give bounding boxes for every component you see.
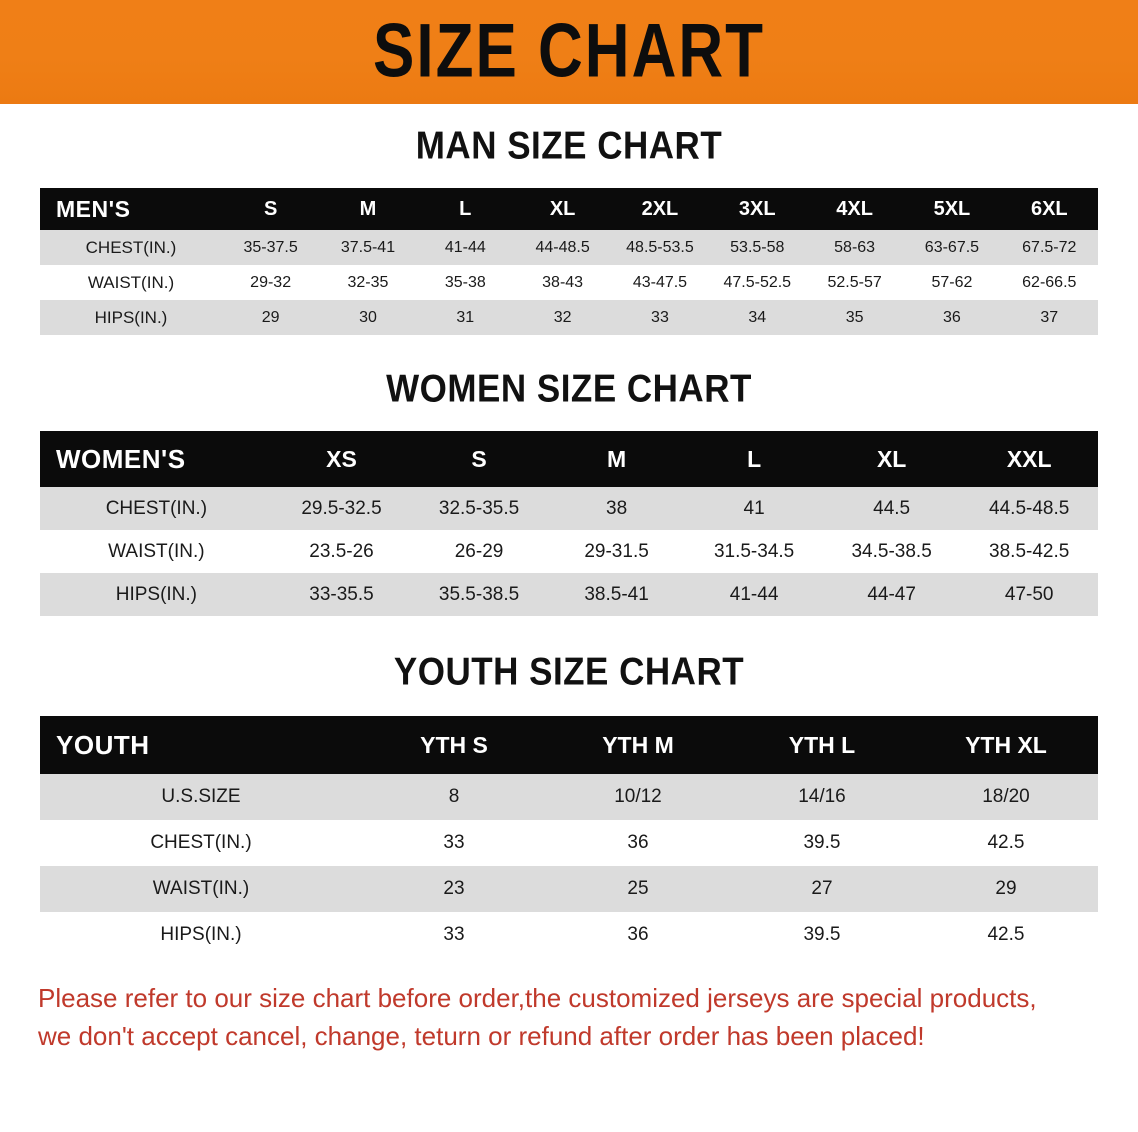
man-corner-label: MEN'S <box>40 188 222 230</box>
man-cell-2-0: 29 <box>222 300 319 335</box>
table-row <box>40 820 1098 866</box>
man-table-body <box>40 230 1098 335</box>
women-corner-label: WOMEN'S <box>40 431 273 487</box>
youth-col-1: YTH M <box>546 716 730 774</box>
man-cell-0-6: 58-63 <box>806 230 903 265</box>
women-cell-1-1: 26-29 <box>410 530 548 573</box>
man-cell-1-4: 43-47.5 <box>611 265 708 300</box>
man-cell-1-6: 52.5-57 <box>806 265 903 300</box>
women-col-5: XXL <box>960 431 1098 487</box>
man-col-5: 3XL <box>709 188 806 230</box>
man-cell-2-7: 36 <box>903 300 1000 335</box>
youth-row-label-2: WAIST(IN.) <box>40 866 362 912</box>
man-cell-2-8: 37 <box>1001 300 1098 335</box>
page-title: SIZE CHART <box>373 9 765 94</box>
man-cell-0-7: 63-67.5 <box>903 230 1000 265</box>
man-col-1: M <box>319 188 416 230</box>
man-table-header <box>40 188 1098 230</box>
youth-section-title: YOUTH SIZE CHART <box>393 649 745 694</box>
women-col-1: S <box>410 431 548 487</box>
man-cell-2-6: 35 <box>806 300 903 335</box>
man-col-0: S <box>222 188 319 230</box>
man-row-label-1: WAIST(IN.) <box>40 265 222 300</box>
table-row <box>40 300 1098 335</box>
youth-table-body <box>40 774 1098 958</box>
table-header-row <box>40 716 1098 774</box>
women-row-label-1: WAIST(IN.) <box>40 530 273 573</box>
women-table-body <box>40 487 1098 616</box>
man-cell-2-3: 32 <box>514 300 611 335</box>
youth-cell-3-2: 39.5 <box>730 912 914 958</box>
women-table-header <box>40 431 1098 487</box>
man-cell-0-1: 37.5-41 <box>319 230 416 265</box>
women-col-2: M <box>548 431 686 487</box>
youth-row-label-1: CHEST(IN.) <box>40 820 362 866</box>
man-cell-1-7: 57-62 <box>903 265 1000 300</box>
youth-col-2: YTH L <box>730 716 914 774</box>
women-cell-2-0: 33-35.5 <box>273 573 411 616</box>
women-cell-1-0: 23.5-26 <box>273 530 411 573</box>
youth-cell-0-2: 14/16 <box>730 774 914 820</box>
disclaimer-line-2: we don't accept cancel, change, teturn or refund after order has been placed! <box>38 1020 925 1051</box>
women-cell-0-5: 44.5-48.5 <box>960 487 1098 530</box>
women-col-3: L <box>685 431 823 487</box>
youth-table-header <box>40 716 1098 774</box>
man-col-6: 4XL <box>806 188 903 230</box>
women-row-label-2: HIPS(IN.) <box>40 573 273 616</box>
man-cell-0-2: 41-44 <box>417 230 514 265</box>
women-cell-0-3: 41 <box>685 487 823 530</box>
youth-size-table <box>40 716 1098 958</box>
man-row-label-2: HIPS(IN.) <box>40 300 222 335</box>
youth-cell-2-3: 29 <box>914 866 1098 912</box>
youth-cell-1-0: 33 <box>362 820 546 866</box>
women-col-4: XL <box>823 431 961 487</box>
women-section-title: WOMEN SIZE CHART <box>386 366 752 411</box>
youth-cell-1-3: 42.5 <box>914 820 1098 866</box>
table-header-row <box>40 188 1098 230</box>
man-col-2: L <box>417 188 514 230</box>
man-row-label-0: CHEST(IN.) <box>40 230 222 265</box>
women-cell-1-3: 31.5-34.5 <box>685 530 823 573</box>
women-cell-2-2: 38.5-41 <box>548 573 686 616</box>
youth-cell-3-3: 42.5 <box>914 912 1098 958</box>
youth-cell-0-3: 18/20 <box>914 774 1098 820</box>
youth-row-label-0: U.S.SIZE <box>40 774 362 820</box>
table-header-row <box>40 431 1098 487</box>
women-cell-1-4: 34.5-38.5 <box>823 530 961 573</box>
header-banner <box>0 0 1138 104</box>
women-cell-1-2: 29-31.5 <box>548 530 686 573</box>
man-cell-0-5: 53.5-58 <box>709 230 806 265</box>
man-table-wrapper <box>0 188 1138 335</box>
man-cell-2-1: 30 <box>319 300 416 335</box>
youth-cell-1-1: 36 <box>546 820 730 866</box>
man-col-7: 5XL <box>903 188 1000 230</box>
youth-cell-0-1: 10/12 <box>546 774 730 820</box>
women-cell-2-1: 35.5-38.5 <box>410 573 548 616</box>
table-row <box>40 265 1098 300</box>
man-cell-1-0: 29-32 <box>222 265 319 300</box>
man-cell-0-8: 67.5-72 <box>1001 230 1098 265</box>
man-cell-0-4: 48.5-53.5 <box>611 230 708 265</box>
man-cell-2-5: 34 <box>709 300 806 335</box>
man-cell-1-2: 35-38 <box>417 265 514 300</box>
disclaimer-note <box>38 980 1100 1055</box>
women-cell-2-4: 44-47 <box>823 573 961 616</box>
women-size-table <box>40 431 1098 616</box>
table-row <box>40 774 1098 820</box>
table-row <box>40 573 1098 616</box>
women-table-wrapper <box>0 431 1138 616</box>
table-row <box>40 530 1098 573</box>
youth-cell-2-0: 23 <box>362 866 546 912</box>
youth-table-wrapper <box>0 716 1138 958</box>
youth-corner-label: YOUTH <box>40 716 362 774</box>
man-cell-1-3: 38-43 <box>514 265 611 300</box>
man-cell-0-0: 35-37.5 <box>222 230 319 265</box>
table-row <box>40 866 1098 912</box>
man-cell-1-8: 62-66.5 <box>1001 265 1098 300</box>
women-cell-2-5: 47-50 <box>960 573 1098 616</box>
women-col-0: XS <box>273 431 411 487</box>
women-cell-0-4: 44.5 <box>823 487 961 530</box>
man-col-3: XL <box>514 188 611 230</box>
youth-cell-2-1: 25 <box>546 866 730 912</box>
women-cell-2-3: 41-44 <box>685 573 823 616</box>
man-cell-0-3: 44-48.5 <box>514 230 611 265</box>
youth-cell-2-2: 27 <box>730 866 914 912</box>
table-row <box>40 912 1098 958</box>
table-row <box>40 230 1098 265</box>
youth-cell-3-0: 33 <box>362 912 546 958</box>
man-col-4: 2XL <box>611 188 708 230</box>
man-cell-1-1: 32-35 <box>319 265 416 300</box>
man-cell-2-4: 33 <box>611 300 708 335</box>
youth-row-label-3: HIPS(IN.) <box>40 912 362 958</box>
women-cell-0-1: 32.5-35.5 <box>410 487 548 530</box>
man-size-table <box>40 188 1098 335</box>
youth-cell-3-1: 36 <box>546 912 730 958</box>
youth-cell-1-2: 39.5 <box>730 820 914 866</box>
women-row-label-0: CHEST(IN.) <box>40 487 273 530</box>
women-cell-1-5: 38.5-42.5 <box>960 530 1098 573</box>
man-section-title: MAN SIZE CHART <box>415 123 723 168</box>
women-cell-0-0: 29.5-32.5 <box>273 487 411 530</box>
women-cell-0-2: 38 <box>548 487 686 530</box>
youth-col-3: YTH XL <box>914 716 1098 774</box>
youth-cell-0-0: 8 <box>362 774 546 820</box>
disclaimer-line-1: Please refer to our size chart before order,the customized jerseys are special products, <box>38 983 1037 1013</box>
man-col-8: 6XL <box>1001 188 1098 230</box>
man-cell-1-5: 47.5-52.5 <box>709 265 806 300</box>
youth-col-0: YTH S <box>362 716 546 774</box>
table-row <box>40 487 1098 530</box>
man-cell-2-2: 31 <box>417 300 514 335</box>
